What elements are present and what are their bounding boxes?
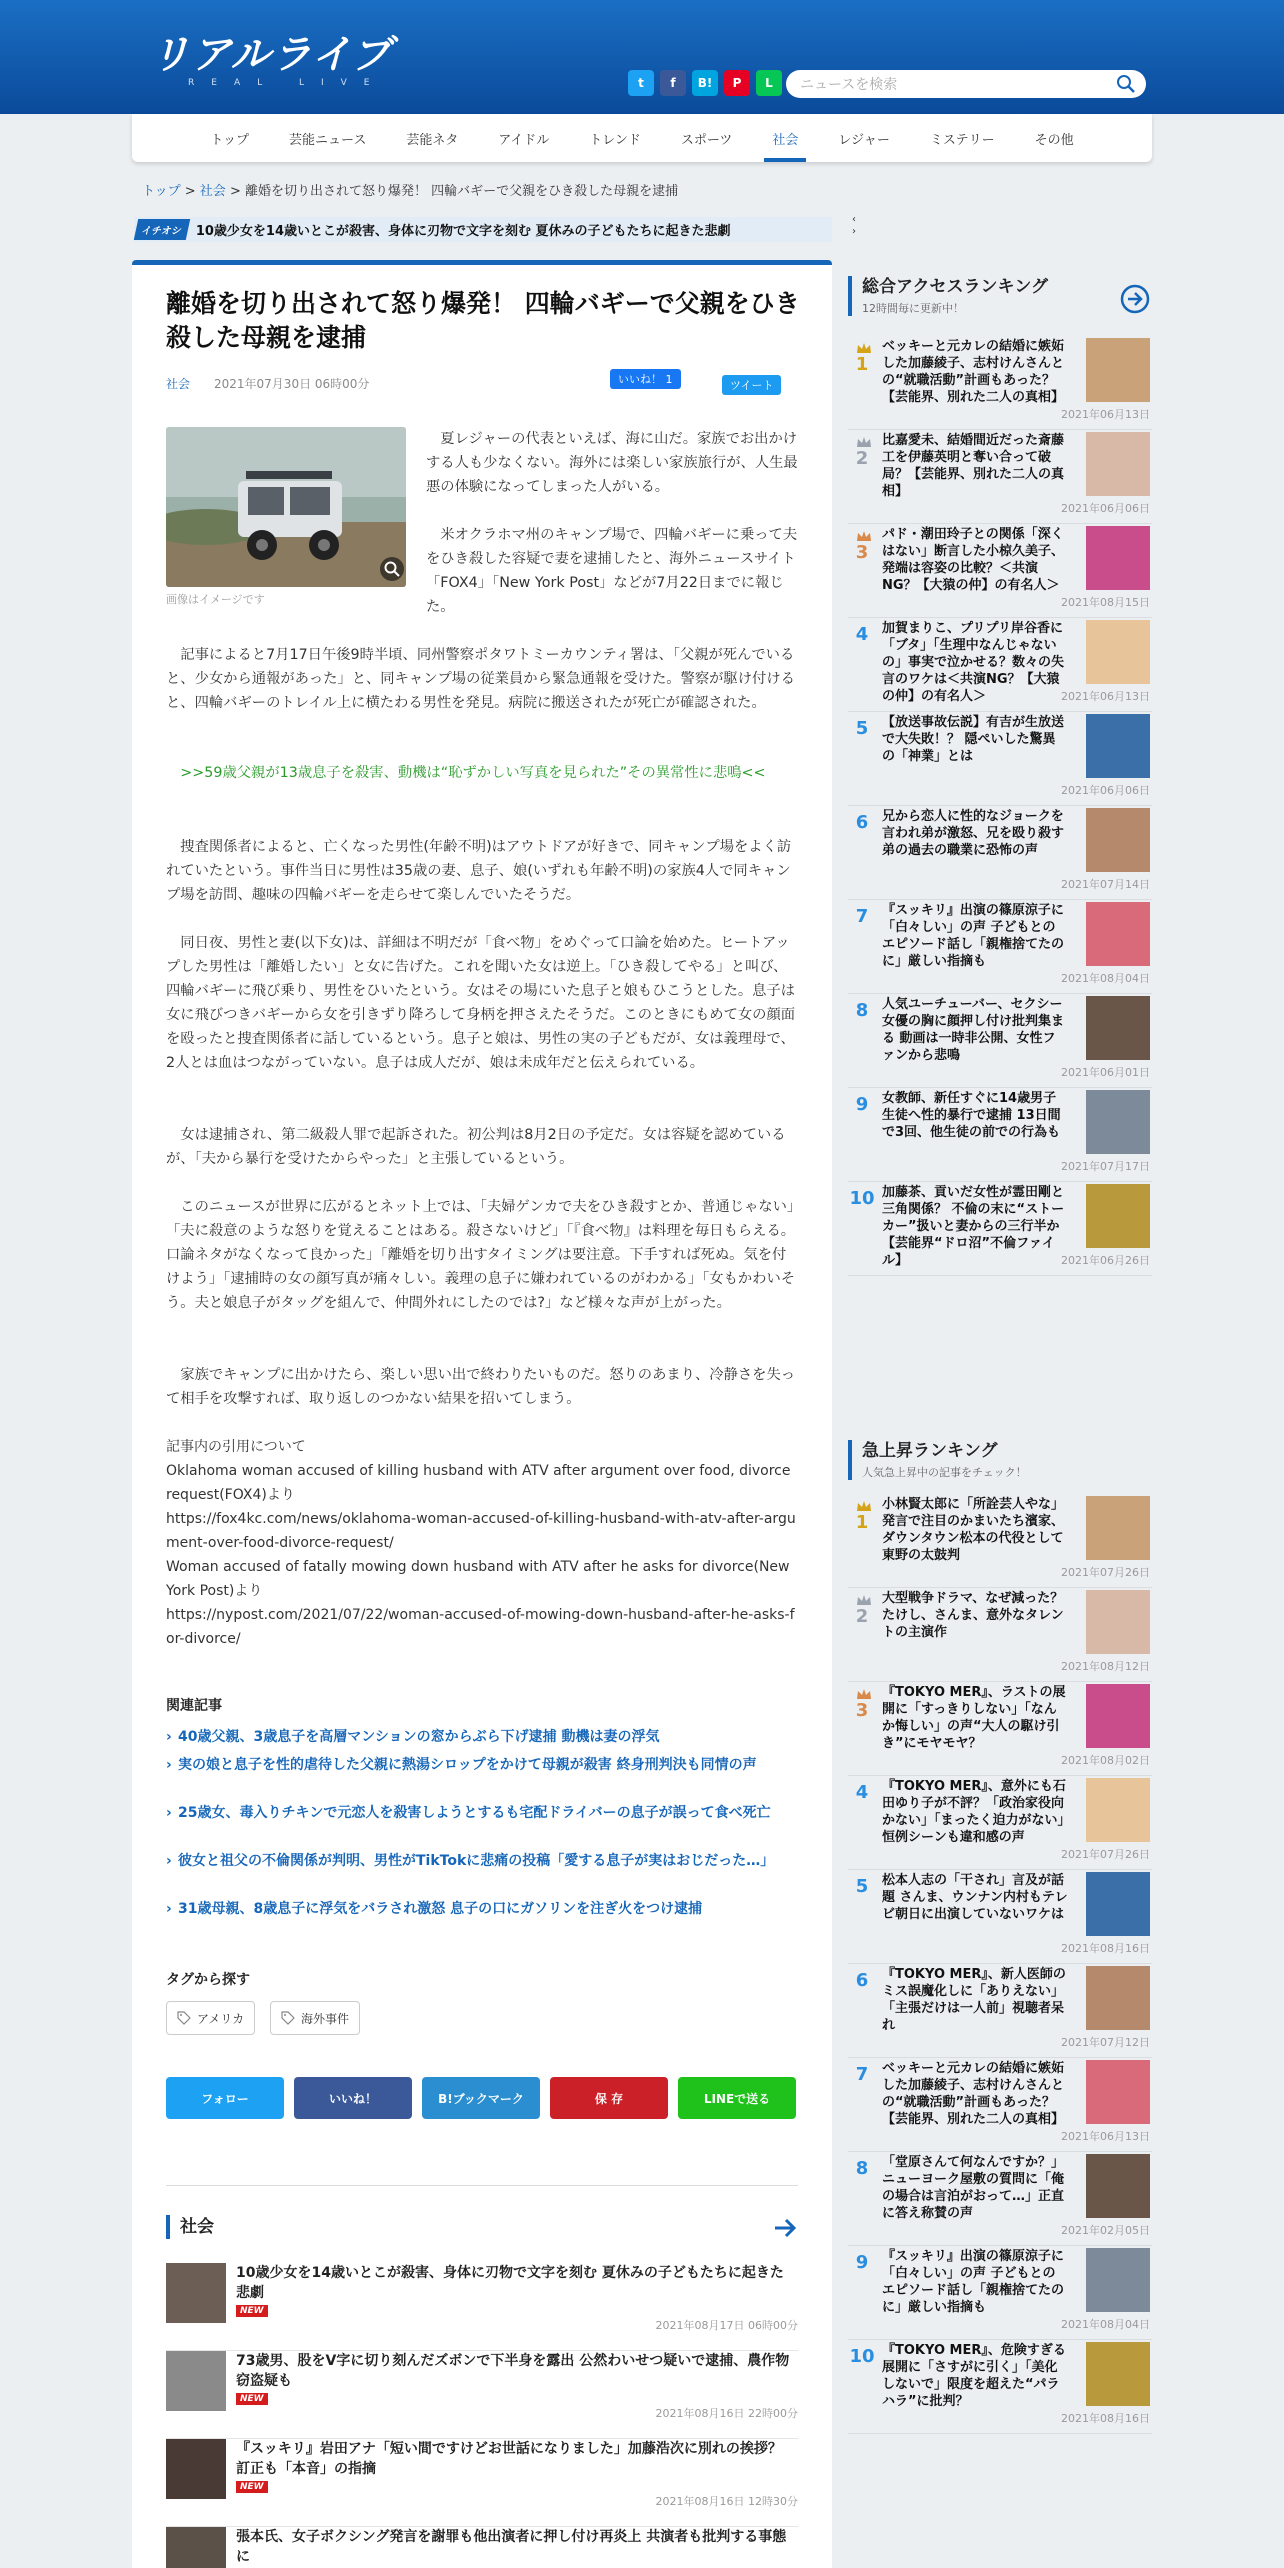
ticker-arrows [852, 214, 856, 238]
ranking-thumbnail[interactable] [1086, 1966, 1150, 2030]
related-article-link[interactable]: › 40歳父親、3歳息子を高層マンションの窓からぶら下げ逮捕 動機は妻の浮気 [166, 1727, 798, 1747]
nav-item[interactable]: その他 [1034, 132, 1074, 148]
article-photo[interactable] [166, 427, 406, 587]
ranking-item[interactable] [848, 1090, 1152, 1182]
citation-block [166, 1435, 798, 1651]
ranking-item-title[interactable]: 人気ユーチューバー、セクシー女優の胸に顔押し付け批判集まる 動画は一時非公開、女性ファンから悲鳴 [882, 997, 1065, 1063]
ranking-item-date: 2021年07月26日 [1061, 1848, 1150, 1861]
ranking-item[interactable] [848, 1684, 1152, 1776]
search-input[interactable] [786, 70, 1146, 98]
ranking-thumbnail[interactable] [1086, 2060, 1150, 2124]
ranking-item[interactable] [848, 432, 1152, 524]
related-heading: 関連記事 [166, 1698, 222, 1714]
ranking-thumbnail[interactable] [1086, 714, 1150, 778]
ranking-item-title[interactable]: 『TOKYO MER』、危険すぎる展開に「さすがに引く」「美化しないで」限度を超えた“パラハラ”に批判？ [882, 2343, 1066, 2409]
rank-number: 6 [855, 1970, 869, 1991]
category-article-title[interactable]: 『スッキリ』岩田アナ「短い間ですけどお世話になりました」加藤浩次に別れの挨拶？ 訂正も「本音」の指摘 [236, 2441, 782, 2477]
rank-number: 1 [855, 354, 869, 375]
ranking-thumbnail[interactable] [1086, 902, 1150, 966]
article-title: 離婚を切り出されて怒り爆発！ 四輪バギーで父親をひき殺した母親を逮捕 [166, 289, 800, 352]
tag-chip[interactable] [270, 2001, 360, 2035]
ranking-item-title[interactable]: 『スッキリ』出演の篠原涼子に「白々しい」の声 子どもとのエピソード話し「親権捨てたのに」厳しい指摘も [882, 2249, 1065, 2315]
ranking-item-date: 2021年06月13日 [1061, 2130, 1150, 2143]
tag-label: アメリカ [197, 2011, 245, 2026]
rank-number: 7 [855, 2064, 869, 2085]
divider [166, 2185, 798, 2186]
ranking-item[interactable] [848, 2060, 1152, 2152]
article-card [132, 260, 832, 2568]
article-paragraph: 米オクラホマ州のキャンプ場で、四輪バギーに乗って夫をひき殺した容疑で妻を逮捕したと、海外ニュースサイト「FOX4」「New York Post」などが7月22日までに報じた。 [426, 527, 798, 615]
share-button[interactable]: 保 存 [550, 2077, 668, 2119]
article-thumbnail[interactable] [166, 2351, 226, 2411]
ranking-item-title[interactable]: 【放送事故伝説】有吉が生放送で大失敗！？ 隠ぺいした驚異の「神業」とは [882, 715, 1065, 764]
ranking-item-title[interactable]: 兄から恋人に性的なジョークを言われ弟が激怒、兄を殴り殺す 弟の過去の職業に恐怖の声 [882, 809, 1065, 858]
rank-number: 8 [855, 1000, 869, 1021]
ranking-item-date: 2021年08月16日 [1061, 2412, 1150, 2425]
ranking-item-title[interactable]: 小林賢太郎に「所詮芸人やな」発言で注目のかまいたち濱家、ダウンタウン松本の代役として東野の太鼓判 [882, 1497, 1065, 1563]
category-article-title[interactable]: 73歳男、股をV字に切り刻んだズボンで下半身を露出 公然わいせつ疑いで逮捕、農作物窃盗疑も [236, 2353, 790, 2389]
ranking-item-title[interactable]: 比嘉愛未、結婚間近だった斎藤工を伊藤英明と奪い合って破局？【芸能界、別れた二人の真相】 [882, 433, 1065, 499]
crown-icon [856, 1688, 872, 1700]
rising-title: 急上昇ランキング [862, 1441, 998, 1461]
article-thumbnail[interactable] [166, 2439, 226, 2499]
breadcrumb-top[interactable]: トップ [142, 184, 181, 199]
ranking-item[interactable] [848, 1496, 1152, 1588]
ranking-item-date: 2021年07月12日 [1061, 2036, 1150, 2049]
related-article-link[interactable]: › 実の娘と息子を性的虐待した父親に熱湯シロップをかけて母親が殺害 終身刑判決も同情の声 [166, 1755, 798, 1775]
rank-number: 1 [855, 1512, 869, 1533]
rising-subtitle: 人気急上昇中の記事をチェック！ [862, 1466, 1027, 1479]
new-badge: NEW [236, 2305, 268, 2317]
ranking-thumbnail[interactable] [1086, 2342, 1150, 2406]
rank-number: 10 [849, 2346, 875, 2367]
category-article-date: 2021年08月16日 22時00分 [655, 2407, 798, 2420]
arrow-right-circle-icon[interactable] [1120, 284, 1150, 314]
ranking-item-title[interactable]: 松本人志の「干され」言及が話題 さんま、ウンナン内村もテレビ朝日に出演していないワケは [882, 1873, 1068, 1922]
rank-number: 2 [855, 448, 869, 469]
ranking-item[interactable] [848, 2248, 1152, 2340]
ranking-thumbnail[interactable] [1086, 2248, 1150, 2312]
twitter-icon[interactable]: t [628, 70, 654, 96]
ranking-item-date: 2021年06月13日 [1061, 408, 1150, 421]
crown-icon [856, 436, 872, 448]
ranking-item-title[interactable]: 加賀まりこ、プリプリ岸谷香に「ブタ」「生理中なんじゃないの」事実で泣かせる？数々の失言のワケは＜共演NG？【大猿の仲】の有名人＞ [882, 621, 1065, 704]
ranking-item[interactable] [848, 2342, 1152, 2434]
site-header [0, 0, 1284, 114]
rank-number: 2 [855, 1606, 869, 1627]
ranking-item[interactable] [848, 2154, 1152, 2246]
tag-icon [281, 2011, 295, 2025]
ranking-item[interactable] [848, 996, 1152, 1088]
tag-chip[interactable] [166, 2001, 255, 2035]
ranking-thumbnail[interactable] [1086, 1872, 1150, 1936]
ticker-prev-icon[interactable]: ‹ [852, 214, 856, 225]
nav-item[interactable]: スポーツ [680, 132, 733, 148]
ranking-item[interactable] [848, 808, 1152, 900]
rank-number: 10 [849, 1188, 875, 1209]
ranking-item-date: 2021年06月13日 [1061, 690, 1150, 703]
ranking-thumbnail[interactable] [1086, 526, 1150, 590]
ranking-thumbnail[interactable] [1086, 1184, 1150, 1248]
article-date: 2021年07月30日 06時00分 [214, 377, 370, 391]
citation-source: Woman accused of fatally mowing down husband with ATV after he asks for divorce(New York Post)より [166, 1559, 790, 1599]
rising-header [848, 1440, 1152, 1480]
rank-number: 3 [855, 1700, 869, 1721]
pickup-tag: イチオシ [134, 219, 190, 240]
ranking-thumbnail[interactable] [1086, 1090, 1150, 1154]
breadcrumb-current: 離婚を切り出されて怒り爆発！ 四輪バギーで父親をひき殺した母親を逮捕 [244, 184, 679, 199]
ranking-item-date: 2021年02月05日 [1061, 2224, 1150, 2237]
access-ranking [848, 276, 1152, 1396]
ranking-item-title[interactable]: 『TOKYO MER』、新人医師のミス誤魔化しに「ありえない」「主張だけは一人前」視聴者呆れ [882, 1967, 1066, 2033]
ranking-thumbnail[interactable] [1086, 996, 1150, 1060]
ranking-thumbnail[interactable] [1086, 432, 1150, 496]
category-article-date: 2021年08月17日 06時00分 [655, 2319, 798, 2332]
rank-number: 9 [855, 1094, 869, 1115]
ranking-item-date: 2021年08月04日 [1061, 972, 1150, 985]
rank-number: 7 [855, 906, 869, 927]
tag-label: 海外事件 [301, 2011, 350, 2026]
article-paragraph: 記事によると7月17日午後9時半頃、同州警察ポタワトミーカウンティ署は、「父親が死んでいると、少女から通報があった」と、同キャンプ場の従業員から緊急通報を受けた。警察が駆け付けると、四輪バギーのトレイル上に横たわる男性を発見。病院に搬送されたが死亡が確認された。 [166, 647, 795, 711]
ranking-thumbnail[interactable] [1086, 808, 1150, 872]
ranking-item-date: 2021年07月14日 [1061, 878, 1150, 891]
ranking-item[interactable] [848, 1872, 1152, 1964]
ranking-item[interactable] [848, 1590, 1152, 1682]
ranking-thumbnail[interactable] [1086, 1778, 1150, 1842]
new-badge: NEW [236, 2393, 268, 2405]
rising-ranking [848, 1440, 1152, 2550]
ranking-item-title[interactable]: 加藤茶、貢いだ女性が霊田剛と三角関係？ 不倫の末に“ストーカー”扱いと妻からの三行半か【芸能界“ドロ沼”不倫ファイル】 [882, 1185, 1065, 1268]
ranking-item-title[interactable]: 女教師、新任すぐに14歳男子生徒へ性的暴行で逮捕 13日間で3回、他生徒の前での行為も [882, 1091, 1061, 1140]
nav-item[interactable]: 社会 [752, 114, 818, 162]
related-article-link[interactable]: › 彼女と祖父の不倫関係が判明、男性がTikTokに悲痛の投稿「愛する息子が実はおじだった…」 [166, 1851, 798, 1871]
ranking-thumbnail[interactable] [1086, 338, 1150, 402]
ranking-title: 総合アクセスランキング [862, 277, 1048, 297]
breadcrumb-category[interactable]: 社会 [199, 184, 226, 199]
citation-url[interactable]: https://fox4kc.com/news/oklahoma-woman-accused-of-killing-husband-with-atv-after-argument-over-food-divorce-request/ [166, 1511, 796, 1551]
rank-number: 9 [855, 2252, 869, 2273]
category-article-item[interactable] [166, 2439, 798, 2527]
category-article-date: 2021年08月16日 12時30分 [655, 2495, 798, 2508]
search-icon[interactable] [1116, 74, 1136, 94]
ranking-item-date: 2021年08月12日 [1061, 1660, 1150, 1673]
ranking-thumbnail[interactable] [1086, 2154, 1150, 2218]
nav-item[interactable]: アイドル [498, 132, 550, 148]
nav-item[interactable]: トップ [210, 132, 250, 148]
ranking-item-date: 2021年07月26日 [1061, 1566, 1150, 1579]
pickup-text[interactable]: 10歳少女を14歳いとこが殺害、身体に刃物で文字を刻む 夏休みの子どもたちに起きた悲劇 [195, 224, 731, 239]
category-article-title[interactable]: 張本氏、女子ボクシング発言を謝罪も他出演者に押し付け再炎上 共演者も批判する事態に [236, 2529, 787, 2565]
crown-icon [856, 1594, 872, 1606]
article-thumbnail[interactable] [166, 2527, 226, 2568]
pinterest-icon[interactable]: P [724, 70, 750, 96]
ranking-item-date: 2021年08月02日 [1061, 1754, 1150, 1767]
ranking-thumbnail[interactable] [1086, 1590, 1150, 1654]
ranking-item-title[interactable]: 『TOKYO MER』、ラストの展開に「すっきりしない」「なんか悔しい」の声“大人の駆け引き”にモヤモヤ？ [882, 1685, 1066, 1751]
inline-related-link[interactable]: >>59歳父親が13歳息子を殺害、動機は“恥ずかしい写真を見られた”その異常性に悲鳴<< [166, 765, 766, 781]
ranking-item[interactable] [848, 902, 1152, 994]
ranking-item[interactable] [848, 1778, 1152, 1870]
tag-icon [177, 2011, 191, 2025]
rank-number: 4 [855, 624, 869, 645]
ranking-item-title[interactable]: ベッキーと元カレの結婚に嫉妬した加藤綾子、志村けんさんとの“就職活動”計画もあった？【芸能界、別れた二人の真相】 [882, 2061, 1065, 2127]
rank-number: 3 [855, 542, 869, 563]
social-icons [628, 70, 782, 96]
pickup-ticker[interactable] [134, 217, 832, 242]
citation-source: Oklahoma woman accused of killing husband with ATV after argument over food, divorce request(FOX4)より [166, 1463, 791, 1503]
category-article-item[interactable] [166, 2263, 798, 2351]
share-button[interactable]: いいね！ [294, 2077, 412, 2119]
share-button[interactable]: LINEで送る [678, 2077, 796, 2119]
share-button[interactable]: フォロー [166, 2077, 284, 2119]
article-category[interactable]: 社会 [166, 377, 191, 391]
share-button[interactable]: B!ブックマーク [422, 2077, 540, 2119]
ranking-item[interactable] [848, 620, 1152, 712]
ranking-item-title[interactable]: 『スッキリ』出演の篠原涼子に「白々しい」の声 子どもとのエピソード話し「親権捨てたのに」厳しい指摘も [882, 903, 1065, 969]
article-paragraph: 捜査関係者によると、亡くなった男性(年齢不明)はアウトドアが好きで、同キャンプ場をよく訪れていたという。事件当日に男性は35歳の妻、息子、娘(いずれも年齢不明)の家族4人で同キャンプ場を訪問、趣味の四輪バギーを走らせて楽しんでいたそうだ。 [166, 839, 792, 903]
ranking-item-title[interactable]: パド・潮田玲子との関係「深くはない」断言した小椋久美子、発端は容姿の比較？＜共演NG？【大猿の仲】の有名人＞ [882, 527, 1065, 593]
ranking-subtitle: 12時間毎に更新中！ [862, 302, 964, 315]
new-badge: NEW [236, 2481, 268, 2493]
facebook-icon[interactable]: f [660, 70, 686, 96]
ranking-header [848, 276, 1152, 316]
article-paragraph: 同日夜、男性と妻(以下女)は、詳細は不明だが「食べ物」をめぐって口論を始めた。ヒートアップした男性は「離婚したい」と女に告げた。これを聞いた女は逆上。「ひき殺してやる」と叫び、四輪バギーに飛び乗り、男性をひいたという。女はその場にいた息子と娘もひこうとした。息子は女に飛びつきバギーから女を引きずり降ろして身柄を押さえたそうだ。このときにもめて女の顔面を殴ったと捜査関係者に話しているという。息子と娘は、男性の実の子どもだが、女は義理母で、2人とは血はつながっていない。息子は成人だが、娘は未成年だと伝えられている。 [166, 935, 796, 1071]
site-logo-sub: REAL LIVE [188, 78, 387, 88]
article-paragraph: 女は逮捕され、第二級殺人罪で起訴された。初公判は8月2日の予定だ。女は容疑を認めているが、「夫から暴行を受けたからやった」と主張しているという。 [166, 1127, 786, 1167]
line-icon[interactable]: L [756, 70, 782, 96]
crown-icon [856, 342, 872, 354]
ranking-item[interactable] [848, 714, 1152, 806]
site-logo[interactable]: リアルライブ [150, 32, 392, 78]
category-article-item[interactable] [166, 2351, 798, 2439]
citation-head: 記事内の引用について [166, 1439, 306, 1455]
rank-number: 5 [855, 1876, 869, 1897]
ranking-item-date: 2021年08月16日 [1061, 1942, 1150, 1955]
facebook-like-button[interactable]: いいね！ 1 [610, 369, 681, 389]
rank-number: 8 [855, 2158, 869, 2179]
article-thumbnail[interactable] [166, 2263, 226, 2323]
search-placeholder: ニュースを検索 [800, 77, 898, 93]
breadcrumb-sep: > [225, 184, 245, 199]
zoom-icon[interactable] [380, 557, 404, 581]
breadcrumb-sep: > [180, 184, 200, 199]
ranking-item[interactable] [848, 526, 1152, 618]
ranking-item-title[interactable]: ベッキーと元カレの結婚に嫉妬した加藤綾子、志村けんさんとの“就職活動”計画もあった？【芸能界、別れた二人の真相】 [882, 339, 1065, 405]
ranking-thumbnail[interactable] [1086, 1496, 1150, 1560]
ranking-item-title[interactable]: 大型戦争ドラマ、なぜ減った？ たけし、さんま、意外なタレントの主演作 [882, 1591, 1064, 1640]
category-article-item[interactable] [166, 2527, 798, 2568]
breadcrumb [142, 180, 678, 199]
ranking-item-title[interactable]: 「堂原さんて何なんですか？」ニューヨーク屋敷の質問に「俺の場合は言泊がおって…」正直に答え称賛の声 [882, 2155, 1065, 2221]
article-paragraph: 家族でキャンプに出かけたら、楽しい思い出で終わりたいものだ。怒りのあまり、冷静さを失って相手を攻撃すれば、取り返しのつかない結果を招いてしまう。 [166, 1367, 796, 1407]
ranking-item[interactable] [848, 1966, 1152, 2058]
citation-url[interactable]: https://nypost.com/2021/07/22/woman-accused-of-mowing-down-husband-after-he-asks-for-divorce/ [166, 1607, 795, 1647]
category-article-title[interactable]: 10歳少女を14歳いとこが殺害、身体に刃物で文字を刻む 夏休みの子どもたちに起きた悲劇 [236, 2265, 784, 2301]
hatena-icon[interactable]: B! [692, 70, 718, 96]
ranking-thumbnail[interactable] [1086, 1684, 1150, 1748]
related-article-link[interactable]: › 25歳女、毒入りチキンで元恋人を殺害しようとするも宅配ドライバーの息子が誤って食べ死亡 [166, 1803, 798, 1823]
photo-caption: 画像はイメージです [166, 593, 265, 606]
nav-item[interactable]: 芸能ネタ [406, 132, 459, 148]
ticker-next-icon[interactable]: › [852, 226, 856, 237]
arrow-right-icon[interactable] [772, 2215, 798, 2241]
ranking-item[interactable] [848, 338, 1152, 430]
ranking-item-date: 2021年06月06日 [1061, 502, 1150, 515]
nav-item[interactable]: 芸能ニュース [289, 132, 367, 148]
global-nav [132, 114, 1152, 162]
ranking-item-date: 2021年08月15日 [1061, 596, 1150, 609]
ranking-item-date: 2021年06月26日 [1061, 1254, 1150, 1267]
tweet-button[interactable]: ツイート [722, 375, 781, 395]
ranking-item-title[interactable]: 『TOKYO MER』、意外にも石田ゆり子が不評？「政治家役向かない」「まったく迫力がない」恒例シーンも違和感の声 [882, 1779, 1066, 1845]
category-section-title: 社会 [166, 2215, 214, 2239]
nav-item[interactable]: ミステリー [929, 132, 995, 148]
article-paragraph: 夏レジャーの代表といえば、海に山だ。家族でお出かけする人も少なくない。海外には楽しい家族旅行が、人生最悪の体験になってしまった人がいる。 [426, 431, 798, 495]
tags-heading: タグから探す [166, 1972, 250, 1988]
crown-icon [856, 530, 872, 542]
ranking-thumbnail[interactable] [1086, 620, 1150, 684]
ranking-item-date: 2021年07月17日 [1061, 1160, 1150, 1173]
ranking-item-date: 2021年08月04日 [1061, 2318, 1150, 2331]
rank-number: 6 [855, 812, 869, 833]
article-paragraph: このニュースが世界に広がるとネット上では、「夫婦ゲンカで夫をひき殺すとか、普通じゃない」「夫に殺意のような怒りを覚えることはある。殺さないけど」「『食べ物』は料理を毎日もらえる。口論ネタがなくなって良かった」「離婚を切り出すタイミングは要注意。下手すれば死ぬ。気を付けよう」「逮捕時の女の顔写真が痛々しい。義理の息子に嫌われているのがわかる」「女もかわいそう。夫と娘息子がタッグを組んで、仲間外れにしたのでは?」など様々な声が上がった。 [166, 1199, 796, 1311]
rank-number: 4 [855, 1782, 869, 1803]
related-article-link[interactable]: › 31歳母親、8歳息子に浮気をバラされ激怒 息子の口にガソリンを注ぎ火をつけ逮捕 [166, 1899, 798, 1919]
crown-icon [856, 1500, 872, 1512]
ranking-item-date: 2021年06月01日 [1061, 1066, 1150, 1079]
ranking-item-date: 2021年06月06日 [1061, 784, 1150, 797]
ranking-item[interactable] [848, 1184, 1152, 1276]
nav-item[interactable]: レジャー [838, 132, 890, 148]
nav-item[interactable]: トレンド [589, 132, 641, 148]
rank-number: 5 [855, 718, 869, 739]
